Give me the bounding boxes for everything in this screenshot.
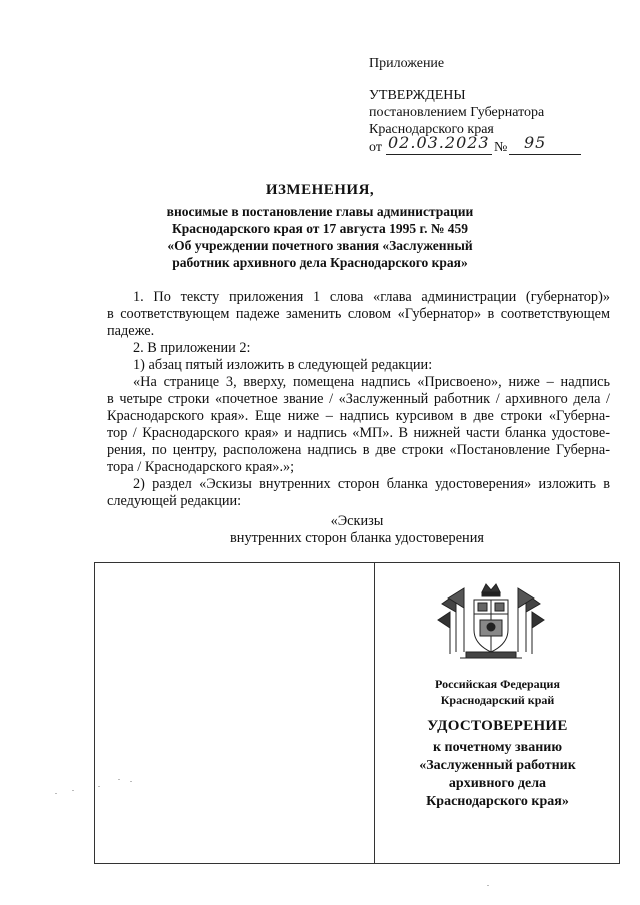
paragraph-1-line-1: 1. По тексту приложения 1 слова «глава администрации (губернатор)» bbox=[133, 289, 610, 305]
number-underline bbox=[509, 154, 581, 155]
handwritten-number: 95 bbox=[524, 133, 547, 152]
paragraph-5-line-1: 2) раздел «Эскизы внутренних сторон бланка удостоверения» изложить в bbox=[133, 476, 610, 492]
certificate-line-4: Краснодарского края» bbox=[426, 794, 569, 809]
paragraph-1-line-2: в соответствующем падеже заменить словом «Губернатор» в соответствующем bbox=[107, 306, 610, 322]
handwritten-date: 02.03.2023 bbox=[388, 133, 490, 152]
scan-speck bbox=[130, 781, 132, 782]
approved-label: УТВЕРЖДЕНЫ bbox=[369, 88, 466, 103]
coat-of-arms-icon bbox=[436, 582, 546, 664]
scan-speck bbox=[118, 779, 120, 780]
scan-speck bbox=[55, 793, 57, 794]
certificate-title: УДОСТОВЕРЕНИЕ bbox=[427, 718, 568, 734]
certificate-country: Российская Федерация bbox=[435, 677, 560, 691]
appendix-label: Приложение bbox=[369, 56, 445, 71]
heading-line-4: работник архивного дела Краснодарского края» bbox=[172, 255, 468, 270]
approved-by-line-1: постановлением Губернатора bbox=[369, 105, 545, 120]
heading-line-2: Краснодарского края от 17 августа 1995 г. № 459 bbox=[171, 221, 469, 236]
paragraph-4-line-3: Краснодарского края». Еще ниже – надпись курсивом в две строки «Губерна- bbox=[107, 408, 610, 424]
heading-line-3: «Об учреждении почетного звания «Заслуженный bbox=[167, 238, 473, 253]
paragraph-4-line-6: тора / Краснодарского края».»; bbox=[107, 459, 295, 475]
number-prefix: № bbox=[494, 140, 508, 155]
paragraph-4-line-2: в четыре строки «почетное звание / «Заслуженный работник / архивного дела / bbox=[107, 391, 610, 407]
scan-speck bbox=[72, 790, 74, 791]
date-underline bbox=[386, 154, 492, 155]
document-title: ИЗМЕНЕНИЯ, bbox=[265, 182, 375, 198]
certificate-region: Краснодарский край bbox=[440, 693, 555, 707]
paragraph-2: 2. В приложении 2: bbox=[133, 340, 251, 356]
sketch-title-line-2: внутренних сторон бланка удостоверения bbox=[230, 530, 484, 546]
date-prefix: от bbox=[369, 140, 382, 155]
paragraph-4-line-5: рения, по центру, расположена надпись в две строки «Постановление Губерна- bbox=[107, 442, 610, 458]
certificate-fold-line bbox=[374, 562, 375, 864]
paragraph-4-line-1: «На странице 3, вверху, помещена надпись «Присвоено», ниже – надпись bbox=[133, 374, 610, 390]
scan-speck bbox=[98, 786, 100, 787]
paragraph-3: 1) абзац пятый изложить в следующей редакции: bbox=[133, 357, 433, 373]
approved-by-line-2: Краснодарского края bbox=[369, 122, 494, 137]
heading-line-1: вносимые в постановление главы администрации bbox=[166, 204, 474, 219]
sketch-title-line-1: «Эскизы bbox=[330, 513, 384, 529]
paragraph-4-line-4: тор / Краснодарского края» и надпись «МП». В нижней части бланка удостове- bbox=[107, 425, 610, 441]
certificate-line-2: «Заслуженный работник bbox=[419, 758, 576, 773]
paragraph-5-line-2: следующей редакции: bbox=[107, 493, 242, 509]
certificate-line-1: к почетному званию bbox=[432, 740, 563, 755]
certificate-line-3: архивного дела bbox=[448, 776, 547, 791]
paragraph-1-line-3: падеже. bbox=[107, 323, 155, 339]
scan-speck bbox=[487, 885, 489, 886]
